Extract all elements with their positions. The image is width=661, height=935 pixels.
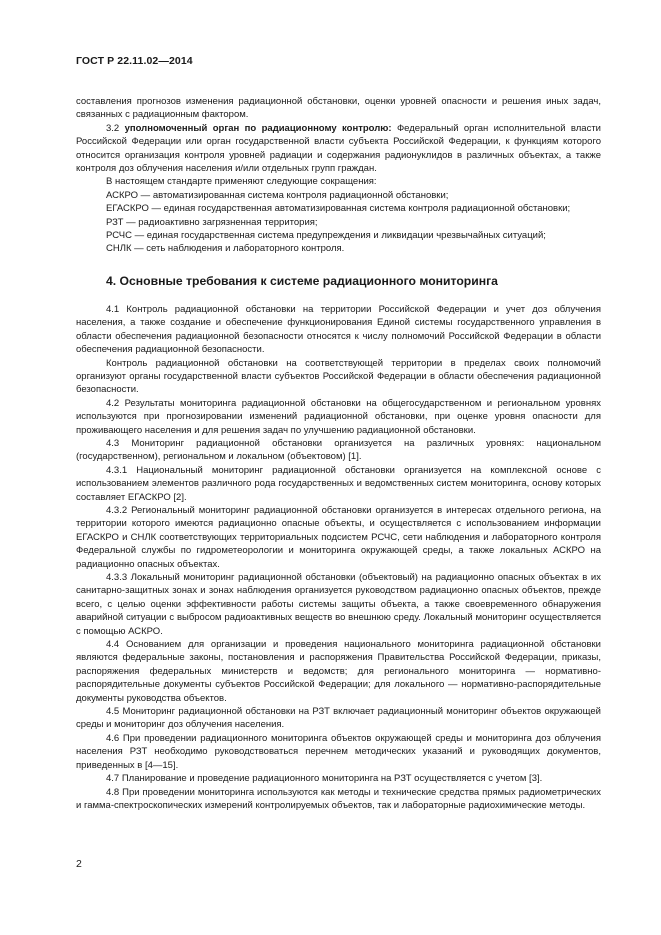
paragraph-4-3-3: 4.3.3 Локальный мониторинг радиационной обстановки (объектовый) на радиационно опасных объектах в их санитарно-защитных зонах и зонах наблюдения организуется руководством радиационно опасных объектов, прежде всего, с целью оценки эффективности работы системы защиты объекта, а также своевременного обнаружения аварийной ситуации с выбросом радиоактивных веществ во внешнюю среду. Локальный мониторинг осуществляется с помощью АСКРО. (76, 572, 601, 637)
term-text: Федеральный орган исполнительной власти Российской Федерации или орган государственной власти субъекта Российской Федерации, к функциям которого относится организация контроля уровней радиации и содержания радионуклидов в различных объектах, а также контроля доз облучения населения и/или отдельных групп граждан. (76, 122, 601, 175)
paragraph-4-1: 4.1 Контроль радиационной обстановки на территории Российской Федерации и учет доз облучения населения, а также создание и обеспечение функционирования Единой системы государственного управления в области обеспечения радиационной безопасности относятся к числу полномочий Российской Федерации в области обеспечения радиационной безопасности. (76, 303, 601, 356)
term-name: уполномоченный орган по радиационному контролю: (124, 122, 392, 134)
term-number: 3.2 (106, 122, 125, 134)
section-4-title: 4. Основные требования к системе радиационного мониторинга (106, 273, 498, 288)
page-number: 2 (76, 858, 82, 870)
intro-continuation: составления прогнозов изменения радиационной обстановки, оценки уровней опасности и решения иных задач, связанных с радиационным фактором. (76, 96, 601, 121)
abbreviation-item: АСКРО — автоматизированная система контроля радиационной обстановки; (106, 189, 449, 201)
paragraph-4-3-2: 4.3.2 Региональный мониторинг радиационной обстановки организуется в интересах отдельного региона, на территории которого имеются радиационно опасные объекты, и осуществляется с использованием информации ЕГАСКРО и СНЛК соответствующих территориальных подсистем РСЧС, сети наблюдения и лабораторного контроля Федеральной службы по гидрометеорологии и мониторинга окружающей среды, а также локальных АСКРО на радиационно опасных объектах. (76, 504, 601, 570)
paragraph-4-5: 4.5 Мониторинг радиационной обстановки на РЗТ включает радиационный мониторинг объектов окружающей среды и мониторинг доз облучения населения. (76, 706, 601, 731)
document-header: ГОСТ Р 22.11.02—2014 (76, 55, 193, 67)
paragraph-4-1-cont: Контроль радиационной обстановки на соответствующей территории в пределах своих полномочий организуют органы государственной власти субъектов Российской Федерации в области обеспечения радиационной безопасности. (76, 357, 601, 396)
abbreviation-item: РСЧС — единая государственная система предупреждения и ликвидации чрезвычайных ситуаций; (106, 230, 546, 242)
paragraph-4-7: 4.7 Планирование и проведение радиационного мониторинга на РЗТ осуществляется с учетом [3]. (106, 773, 543, 785)
abbreviation-item: СНЛК — сеть наблюдения и лабораторного контроля. (106, 243, 345, 255)
document-body (76, 95, 601, 812)
paragraph-4-3: 4.3 Мониторинг радиационной обстановки организуется на различных уровнях: национальном (государственном), региональном и локальном (объектовом) [1]. (76, 437, 601, 463)
abbreviations-intro: В настоящем стандарте применяют следующие сокращения: (106, 176, 377, 188)
paragraph-4-2: 4.2 Результаты мониторинга радиационной обстановки на общегосударственном и региональном уровнях используются при прогнозировании изменений радиационной обстановки, при оценке уровня опасности для проживающего населения и для решения задач по улучшению радиационной обстановки. (76, 397, 601, 436)
term-definition-3-2 (76, 122, 601, 176)
paragraph-4-4: 4.4 Основанием для организации и проведения национального мониторинга радиационной обстановки являются федеральные законы, постановления и распоряжения Правительства Российской Федерации, приказы, распоряжения федеральных министерств и ведомств; для регионального мониторинга — нормативно-распорядительные документы субъектов Российской Федерации; для локального — нормативно-распорядительные документы руководства объектов. (76, 639, 601, 704)
abbreviation-item: РЗТ — радиоактивно загрязненная территория; (106, 216, 318, 228)
paragraph-4-3-1: 4.3.1 Национальный мониторинг радиационной обстановки организуется на комплексной основе с использованием элементов различного рода государственных и ведомственных систем мониторинга, основу которых составляет ЕГАСКРО [2]. (76, 464, 601, 503)
paragraph-4-8: 4.8 При проведении мониторинга используются как методы и технические средства прямых радиометрических и гамма-спектроскопических измерений контролируемых объектов, так и лабораторные радиохимические методы. (76, 786, 601, 811)
abbreviation-item: ЕГАСКРО — единая государственная автоматизированная система контроля радиационной обстановки; (106, 203, 571, 215)
paragraph-4-6: 4.6 При проведении радиационного мониторинга объектов окружающей среды и мониторинга доз облучения населения РЗТ необходимо руководствоваться перечнем методических указаний и руководящих документов, приведенных в [4—15]. (76, 732, 601, 771)
